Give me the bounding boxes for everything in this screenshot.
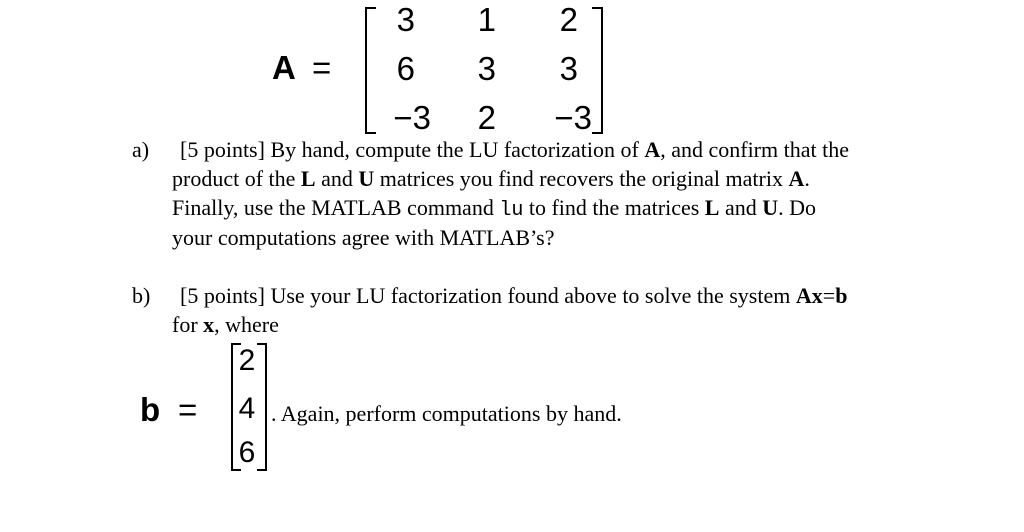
part-a-line-4 bbox=[172, 223, 555, 253]
part-a-text: . Do bbox=[778, 195, 817, 220]
matrix-a-cell: 1 bbox=[477, 1, 496, 38]
vector-b-ref: b bbox=[835, 283, 848, 308]
matrix-l-ref: L bbox=[704, 195, 720, 220]
part-b-marker: b) bbox=[132, 283, 151, 308]
matrix-a-equals: = bbox=[312, 49, 332, 86]
part-a-text: . bbox=[804, 166, 810, 191]
vector-b-cell: 2 bbox=[238, 344, 256, 377]
part-a-text: and bbox=[719, 195, 763, 220]
part-a-text: and bbox=[315, 166, 359, 191]
vector-b-cell: 4 bbox=[238, 392, 256, 425]
matrix-a-cell: 3 bbox=[559, 50, 578, 87]
part-a-text: [5 points] By hand, compute the LU factorization of bbox=[180, 137, 645, 162]
part-b-text: = bbox=[822, 283, 836, 308]
matrix-a-ref: A bbox=[788, 166, 805, 191]
part-a-text: your computations agree with MATLAB’s? bbox=[172, 225, 555, 250]
part-a-text: product of the bbox=[172, 166, 301, 191]
vector-b-instruction: . Again, perform computations by hand. bbox=[271, 401, 622, 426]
matrix-a-cell: 3 bbox=[396, 1, 415, 38]
matrix-a-cell: 2 bbox=[559, 1, 578, 38]
matrix-u-ref: U bbox=[762, 195, 779, 220]
part-b-text: for bbox=[172, 312, 204, 337]
matrix-a-cell: 6 bbox=[396, 50, 415, 87]
matrix-a-right-bracket bbox=[592, 7, 603, 134]
matrix-l-ref: L bbox=[300, 166, 316, 191]
part-a-text: Finally, use the MATLAB command bbox=[172, 195, 500, 220]
matlab-command-code: lu bbox=[499, 199, 524, 222]
part-a-line-2 bbox=[172, 164, 810, 194]
part-a-text: , and confirm that the bbox=[660, 137, 849, 162]
matrix-a-ref: A bbox=[644, 137, 661, 162]
matrix-a-cell: 3 bbox=[477, 50, 496, 87]
matrix-a-cell: 2 bbox=[477, 99, 496, 136]
vector-x-ref: x bbox=[203, 312, 215, 337]
part-b-line-2 bbox=[172, 310, 279, 340]
part-b-text: , where bbox=[214, 312, 279, 337]
matrix-a-label: A bbox=[272, 49, 296, 86]
part-a-text: matrices you find recovers the original matrix bbox=[374, 166, 789, 191]
vector-b-cell: 6 bbox=[238, 436, 256, 469]
part-b-text: [5 points] Use your LU factorization found above to solve the system bbox=[180, 283, 796, 308]
part-a-marker: a) bbox=[132, 137, 150, 162]
vector-b-equals: = bbox=[178, 391, 198, 428]
matrix-u-ref: U bbox=[358, 166, 375, 191]
matrix-a-cell: −3 bbox=[554, 99, 592, 136]
vector-b-label: b bbox=[140, 391, 161, 428]
part-a-line-3 bbox=[172, 193, 816, 226]
ax-ref: Ax bbox=[795, 283, 823, 308]
part-b-line-1 bbox=[180, 281, 847, 311]
matrix-a-cell: −3 bbox=[393, 99, 431, 136]
part-a-line-1 bbox=[180, 135, 849, 165]
part-a-text: to find the matrices bbox=[523, 195, 705, 220]
